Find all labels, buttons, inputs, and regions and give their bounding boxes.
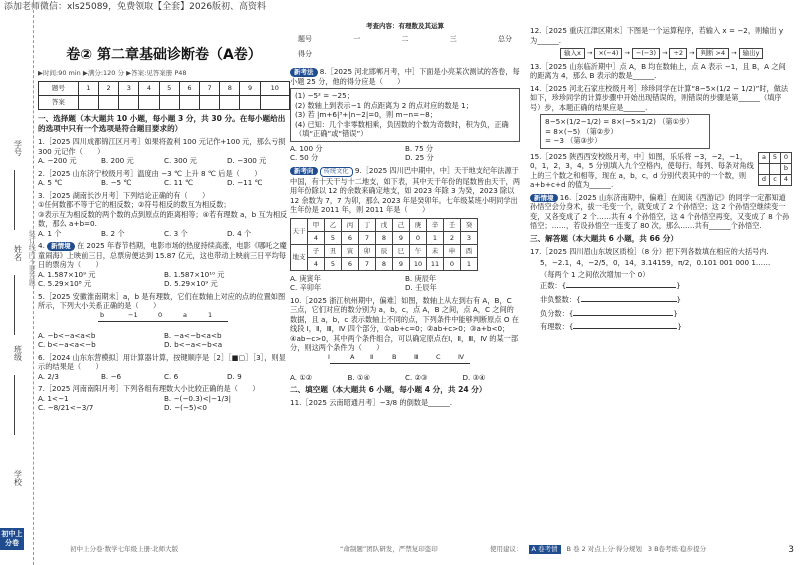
footer-left: 初中上分卷·数学七年级上册·北师大版 xyxy=(70,545,179,553)
question-10 xyxy=(290,296,520,383)
binding-strip xyxy=(0,0,37,565)
usage-item: 3 B卷考练·稳步提分 xyxy=(647,545,707,553)
side-label-student-id: 学号 xyxy=(13,140,23,156)
side-line xyxy=(14,275,15,335)
q17-note: （每两个 1 之间依次增加一个 0） xyxy=(540,269,650,279)
option: B. 1.587×10¹⁰ 元 xyxy=(164,269,225,279)
q16-stem: 16.［2025 山东济南期中，偏难］在阅读《西游记》的同学一定都知道孙悟空会分身术，拔一毛变一个，就变成了 2 个孙悟空；这 2 个孙悟空继续变一变，又各变成了 2 个……共有 4 个孙悟空，这 4 个孙悟空再变，又变成了 8 个孙悟空；……，若设孙悟空一连变了 80 次，那么……共有______个孙悟空. xyxy=(530,192,790,231)
question-8 xyxy=(290,67,520,163)
option: A. 2/3 xyxy=(38,371,59,381)
cell: 午 xyxy=(410,244,427,257)
answer-cell[interactable] xyxy=(260,96,289,110)
score-row-label: 得分 xyxy=(298,49,312,58)
answer-col: 2 xyxy=(98,82,118,96)
option: C. b<−a<a<−b xyxy=(38,340,96,350)
question-13: 13.［2025 山东临沂期中］点 A，B 均在数轴上，点 A 表示 −1，且 B，A 之间的距离为 4，那么 B 表示的数是______. xyxy=(530,61,786,81)
option: B. −a<−b<a<b xyxy=(164,330,222,340)
grid-cell: 4 xyxy=(781,174,792,185)
answer-cell[interactable] xyxy=(119,96,139,110)
option: C. 辛卯年 xyxy=(290,283,322,293)
answer-col: 10 xyxy=(260,82,289,96)
answer-col: 4 xyxy=(139,82,159,96)
cell: 子 xyxy=(308,244,325,257)
q3-stem: 3.［2025 湖南长沙月考］下列结论正确的有（ ） xyxy=(38,190,210,200)
cell: 壬 xyxy=(444,218,461,231)
score-col: 一 xyxy=(353,34,361,43)
q14-step: = 8×(−5) （第②步） xyxy=(545,126,618,136)
q8-item: (4) 已知：几个非零数相乘，负因数的个数为奇数时，积为负，正确（填“正确”或“错误”） xyxy=(295,119,509,139)
question-5 xyxy=(38,292,290,350)
option: C. 3 个 xyxy=(164,228,188,238)
ganzhi-table xyxy=(290,218,478,271)
page-number: 3 xyxy=(788,545,794,556)
cell: 2 xyxy=(444,231,461,244)
option: C. 5.29×10⁸ 元 xyxy=(38,279,92,289)
answer-cell[interactable] xyxy=(159,96,179,110)
cell: 4 xyxy=(308,231,325,244)
tick-label: Ⅲ xyxy=(414,352,419,361)
cell: 6 xyxy=(342,231,359,244)
blank[interactable] xyxy=(573,328,677,329)
cell: 0 xyxy=(410,231,427,244)
cell: 6 xyxy=(342,257,359,270)
option: C. 6 xyxy=(164,371,179,381)
q14-step: = −3 （第③步） xyxy=(545,136,602,146)
question-15 xyxy=(530,152,792,190)
option: A. 1 个 xyxy=(38,228,62,238)
cell: 9 xyxy=(393,231,410,244)
badge-culture: 传统文化 xyxy=(320,167,353,177)
flow-step: 判断 >4 xyxy=(696,48,729,59)
q8-item: (1) −5² = −25； xyxy=(295,91,354,101)
middle-column xyxy=(290,22,520,411)
q4-stem: 在 2025 年春节档期，电影市场的热度持续高涨，电影《哪吒之魔童闹海》上映前三日，总票房便达到 15.87 亿元，这也带动上映前三日平均每日的票房为（ ） xyxy=(38,241,287,270)
badge-new-context: 新情境 xyxy=(530,194,558,203)
option: D. 9 xyxy=(227,371,242,381)
q15-stem: 15.［2025 陕西西安校级月考，中］如图，乐乐将 −3，−2，−1，0，1，2，3，4，5 分别填入九个空格内，使每行、每列、每条对角线上的三个数之和相等，现在 a，b，c，d 分别代表其中的一个数，则 a+b+c+d 的值为______. xyxy=(530,151,754,190)
cell: 巳 xyxy=(393,244,410,257)
paper-info: ▶时间:90 min ▶满分:120 分 ▶答案:见答案册 P48 xyxy=(38,69,187,78)
grid-cell: c xyxy=(770,174,781,185)
option: D. b<−a<−b<a xyxy=(164,340,223,350)
option: C. ②③ xyxy=(405,372,428,382)
option: D. −(−5)<0 xyxy=(164,403,207,413)
cell: 乙 xyxy=(325,218,342,231)
cell: 4 xyxy=(308,257,325,270)
flow-step: −(−3) xyxy=(632,48,660,59)
tick-label: C xyxy=(436,352,441,361)
side-line xyxy=(14,170,15,230)
top-note: 添加老师微信：xls25089，免费领取【全套】2026版初、高资料 xyxy=(4,2,267,12)
q17-numbers: 5，−2.1，4，−2/5，0，14，3.14159，π/2，0.101 001 000 1…… xyxy=(540,258,771,268)
q8-answer-box xyxy=(290,88,520,142)
option: B. −(−0.3)<|−1/3| xyxy=(164,393,232,403)
answer-cell[interactable] xyxy=(78,96,98,110)
option: A. ①② xyxy=(290,372,313,382)
q2-stem: 2.［2025 山东济宁校级月考］温度由 −3 ℃ 上升 8 ℃ 后是（ ） xyxy=(38,168,262,178)
answer-cell[interactable] xyxy=(98,96,118,110)
section-choice: 一、选择题（本大题共 10 小题，每小题 3 分，共 30 分。在每小题给出的选项中只有一个选项是符合题目要求的） xyxy=(38,114,286,134)
option: B. 75 分 xyxy=(405,143,434,153)
score-col: 三 xyxy=(449,34,457,43)
answer-col: 6 xyxy=(179,82,199,96)
answer-row-label: 答案 xyxy=(39,96,79,110)
table-head: 地支 xyxy=(291,244,308,270)
cell: 1 xyxy=(427,231,444,244)
option: A. 1<−1 xyxy=(38,393,69,403)
option: B. −6 xyxy=(101,371,122,381)
cell: 9 xyxy=(393,257,410,270)
option: A. −b<−a<a<b xyxy=(38,330,96,340)
option: B. ①④ xyxy=(347,372,370,382)
tick-label: Ⅱ xyxy=(370,352,374,361)
tick-label: Ⅳ xyxy=(458,352,464,361)
option: C. 11 ℃ xyxy=(164,178,194,188)
score-header xyxy=(290,35,520,44)
grid-cell: a xyxy=(759,152,770,163)
grid-cell: b xyxy=(781,163,792,174)
answer-cell[interactable] xyxy=(240,96,260,110)
table-head: 天干 xyxy=(291,218,308,244)
section-fill: 二、填空题（本大题共 6 小题，每小题 4 分，共 24 分） xyxy=(290,385,487,395)
cell: 甲 xyxy=(308,218,325,231)
q12-stem: 12.［2025 重庆江津区期末］下图是一个运算程序，若输入 x = −2，则输出 y 为______. xyxy=(530,26,784,45)
option: D. −300 元 xyxy=(227,156,267,166)
option: A. 庚寅年 xyxy=(290,273,321,283)
grid-cell xyxy=(759,163,770,174)
cell: 10 xyxy=(410,257,427,270)
tick-label: 1 xyxy=(208,310,213,319)
option: A. 100 分 xyxy=(290,143,323,153)
option: C. −8/21<−3/7 xyxy=(38,403,94,413)
cell: 8 xyxy=(376,231,393,244)
cell: 酉 xyxy=(461,244,478,257)
q10-number-line xyxy=(320,352,480,371)
question-14 xyxy=(530,84,792,149)
cell: 己 xyxy=(393,218,410,231)
cell: 5 xyxy=(325,231,342,244)
answer-cell[interactable] xyxy=(139,96,159,110)
option: D. ③④ xyxy=(462,372,486,382)
answer-col: 7 xyxy=(200,82,220,96)
cell: 1 xyxy=(461,257,478,270)
question-17 xyxy=(530,247,792,334)
brand-tag: 初中上分卷 xyxy=(0,528,24,550)
option: A. 1.587×10⁹ 元 xyxy=(38,269,96,279)
cell: 卯 xyxy=(359,244,376,257)
cell: 3 xyxy=(461,231,478,244)
cell: 丁 xyxy=(359,218,376,231)
answer-cell[interactable] xyxy=(179,96,199,110)
answer-table xyxy=(38,81,290,110)
side-line xyxy=(14,375,15,435)
blank[interactable] xyxy=(573,315,673,316)
badge-new-direction: 新考向 xyxy=(290,167,318,176)
q5-stem: 5.［2025 安徽淮南期末］a，b 是有理数，它们在数轴上对应的点的位置如图所示，下列大小关系正确的是（ ） xyxy=(38,291,286,311)
side-label-name: 姓名 xyxy=(13,245,23,261)
cut-line-note: 装订线内不要答题 xyxy=(28,230,37,286)
option: B. 200 元 xyxy=(101,156,134,166)
question-4: 4. 新情境 在 2025 年春节档期，电影市场的热度持续高涨，电影《哪吒之魔童闹海》上映前三日，总票房便达到 15.87 亿元，这也带动上映前三日平均每日的票房为（ ） A. 1.587×10⁹ 元 B. 1.587×10¹⁰ 元 C. 5.29×10⁸ 元 D. 5.29×10⁹ 元 xyxy=(38,241,290,289)
q14-step: 8−5×(1/2−1/2) = 8×(−5×1/2) （第①步） xyxy=(545,117,694,127)
blank[interactable] xyxy=(566,287,676,288)
q6-stem: 6.［2024 山东东营模拟］用计算器计算，按键顺序是［2］［■▢］［3］，则显示的结果是（ ） xyxy=(38,352,286,372)
cell: 癸 xyxy=(461,218,478,231)
paper-title: 卷② 第二章基础诊断卷（A卷） xyxy=(66,47,262,63)
cell: 11 xyxy=(427,257,444,270)
cell: 辰 xyxy=(376,244,393,257)
badge-new-context: 新情境 xyxy=(47,242,75,251)
answer-table-head: 题号 xyxy=(39,82,79,96)
answer-cell[interactable] xyxy=(200,96,220,110)
question-2 xyxy=(38,169,290,188)
score-col: 总分 xyxy=(498,34,512,43)
badge-new-method: 新考法 xyxy=(290,68,318,77)
topic-line: 考查内容：有理数及其运算 xyxy=(366,22,444,30)
score-col: 题号 xyxy=(298,34,312,43)
cell: 0 xyxy=(444,257,461,270)
set-label: 非负整数：{ xyxy=(540,294,581,304)
set-nonnegative-int[interactable]: 非负整数：{ } xyxy=(540,294,682,304)
option: D. 4 个 xyxy=(227,228,252,238)
tick-label: 0 xyxy=(158,310,163,319)
q14-stem: 14.［2025 河北石家庄校级月考］珍珍同学在计算“8−5×(1/2 − 1/2)”时，做法如下，珍珍同学的计算步骤中开始出现错误的，则错误的步骤是第______（填序号）步，本题正确的结果应是______. xyxy=(530,83,789,112)
cell: 丙 xyxy=(342,218,359,231)
cell: 未 xyxy=(427,244,444,257)
blank[interactable] xyxy=(581,301,677,302)
usage-footer xyxy=(490,545,706,554)
flow-step: 输出y xyxy=(739,48,764,59)
option: A. 5 ℃ xyxy=(38,178,63,188)
option: C. 50 分 xyxy=(290,153,319,163)
tick-label: Ⅰ xyxy=(328,352,330,361)
question-9 xyxy=(290,166,520,293)
set-label: 正数：{ xyxy=(540,281,567,291)
option: D. 5.29×10⁹ 元 xyxy=(164,279,218,289)
q1-stem: 1.［2025 四川成都锦江区月考］如果将盈利 100 元记作+100 元，那么亏损 300 元记作（ ） xyxy=(38,137,286,156)
flow-step: 输入x xyxy=(560,48,585,59)
flow-step: ÷2 xyxy=(669,48,687,59)
option: B. −5 ℃ xyxy=(101,178,132,188)
cell: 丑 xyxy=(325,244,342,257)
cell: 7 xyxy=(359,231,376,244)
q3-statements: ①任何数都不等于它的相反数；②符号相反的数互为相反数； xyxy=(38,200,231,210)
q7-stem: 7.［2025 河南南阳月考］下列各组有理数大小比较正确的是（ ） xyxy=(38,384,260,394)
q14-work-box xyxy=(540,114,710,149)
option: C. 300 元 xyxy=(164,156,197,166)
q9-stem: 9.［2025 四川巴中期中，中］天干地支纪年法源于中国，有十天干与十二地支，如下表，其中天干年份的尾数皆由天干，两用年份除以 12 的余数来确定地支，如 2023 年除 3 为癸，2023 除以 12 余数为 7，7 为卯，那么 2023 年是癸卯年。七年级某班小明同学出生年份是 2011 年，则 2011 年是（ ） xyxy=(290,165,521,215)
tick-label: b xyxy=(100,310,105,319)
left-column xyxy=(38,46,290,416)
number-line-axis xyxy=(330,363,470,364)
cell: 庚 xyxy=(410,218,427,231)
q8-item: (2) 数轴上到表示−1 的点距离为 2 的点对应的数是 1； xyxy=(295,100,473,110)
cell: 8 xyxy=(376,257,393,270)
tick-label: −1 xyxy=(128,310,138,319)
set-negative-fraction[interactable]: 负分数：{ } xyxy=(540,308,678,318)
question-16 xyxy=(530,193,792,231)
answer-col: 5 xyxy=(159,82,179,96)
cell: 7 xyxy=(359,257,376,270)
set-label: 有理数：{ xyxy=(540,322,574,332)
side-label-school: 学校 xyxy=(13,470,23,486)
answer-col: 8 xyxy=(220,82,240,96)
score-col: 二 xyxy=(401,34,409,43)
option: B. 庚辰年 xyxy=(405,273,437,283)
question-11: 11.［2025 云南昭通月考］−3/8 的倒数是______. xyxy=(290,398,452,408)
q17-stem: 17.［2025 四川眉山东坡区质检］（8 分）把下列各数填在相应的大括号内. xyxy=(530,246,769,256)
number-line-axis xyxy=(98,321,228,322)
answer-col: 3 xyxy=(119,82,139,96)
cell: 申 xyxy=(444,244,461,257)
set-label: 负分数：{ xyxy=(540,308,574,318)
grid-cell: 0 xyxy=(781,152,792,163)
grid-cell: 5 xyxy=(770,152,781,163)
q8-item: (3) 若 |m+6|³+|n−2|=0，则 m−n=−8； xyxy=(295,110,437,120)
q12-flowchart: 输入x → ×(−4) → −(−3) → ÷2 → 判断 >4 → 输出y xyxy=(560,48,792,59)
set-positive[interactable]: 正数：{ } xyxy=(540,281,681,291)
side-label-class: 班级 xyxy=(13,345,23,361)
tick-label: a xyxy=(183,310,187,319)
grid-cell xyxy=(770,163,781,174)
cell: 辛 xyxy=(427,218,444,231)
option: D. 壬辰年 xyxy=(405,283,437,293)
option: D. −11 ℃ xyxy=(227,178,263,188)
flow-step: ×(−4) xyxy=(594,48,622,59)
answer-cell[interactable] xyxy=(220,96,240,110)
q8-stem: 8.［2025 河北邯郸月考，中］下面是小亮某次测试的答卷，每小题 25 分，他的得分应是（ ） xyxy=(290,67,520,86)
number-line xyxy=(88,310,238,329)
footer-mid: “命制题”团队研发，严禁复印盗印 xyxy=(340,545,438,553)
usage-label: 使用建议： xyxy=(490,545,523,553)
right-column xyxy=(530,26,792,337)
set-rational[interactable]: 有理数：{ } xyxy=(540,322,682,332)
cell: 5 xyxy=(325,257,342,270)
magic-square xyxy=(758,152,792,186)
usage-item: A 卷考情 xyxy=(529,545,561,554)
q3-statements: ③表示互为相反数的两个数的点到原点的距离相等；④若有理数 a，b 互为相反数，那么 a+b=0. xyxy=(38,209,288,229)
question-7 xyxy=(38,384,290,413)
option: A. −200 元 xyxy=(38,156,77,166)
tick-label: B xyxy=(392,352,397,361)
grid-cell: d xyxy=(759,174,770,185)
cell: 寅 xyxy=(342,244,359,257)
question-1 xyxy=(38,137,290,166)
question-3 xyxy=(38,191,290,239)
question-6 xyxy=(38,353,290,382)
option: B. 2 个 xyxy=(101,228,125,238)
q10-stem: 10.［2025 浙江杭州期中，偏难］如图，数轴上从左到右有 A，B，C 三点，它们对应的数分别为 a，b，c，点 A，B 之间，点 A，C 之间的数据，且 a，b，c 表示数轴上不同的点，下列条件中能够判断原点 O 在线段 Ⅰ，Ⅱ，Ⅲ，Ⅳ 四个部分，①ab+c=0；②ab+c>0；③a+b<0；④ab−c>0，其中两个条件组合，可以确定原点在Ⅰ，Ⅱ，Ⅲ，Ⅳ 的某一部分，则这两个条件为（ ） xyxy=(290,295,519,353)
answer-col: 9 xyxy=(240,82,260,96)
question-12 xyxy=(530,26,792,59)
usage-item: B 卷 2 对点上分·得分规划 xyxy=(566,545,642,553)
tick-label: A xyxy=(350,352,355,361)
cell: 戊 xyxy=(376,218,393,231)
answer-col: 1 xyxy=(78,82,98,96)
section-solve: 三、解答题（本大题共 6 小题，共 66 分） xyxy=(530,233,678,243)
option: D. 25 分 xyxy=(405,153,434,163)
